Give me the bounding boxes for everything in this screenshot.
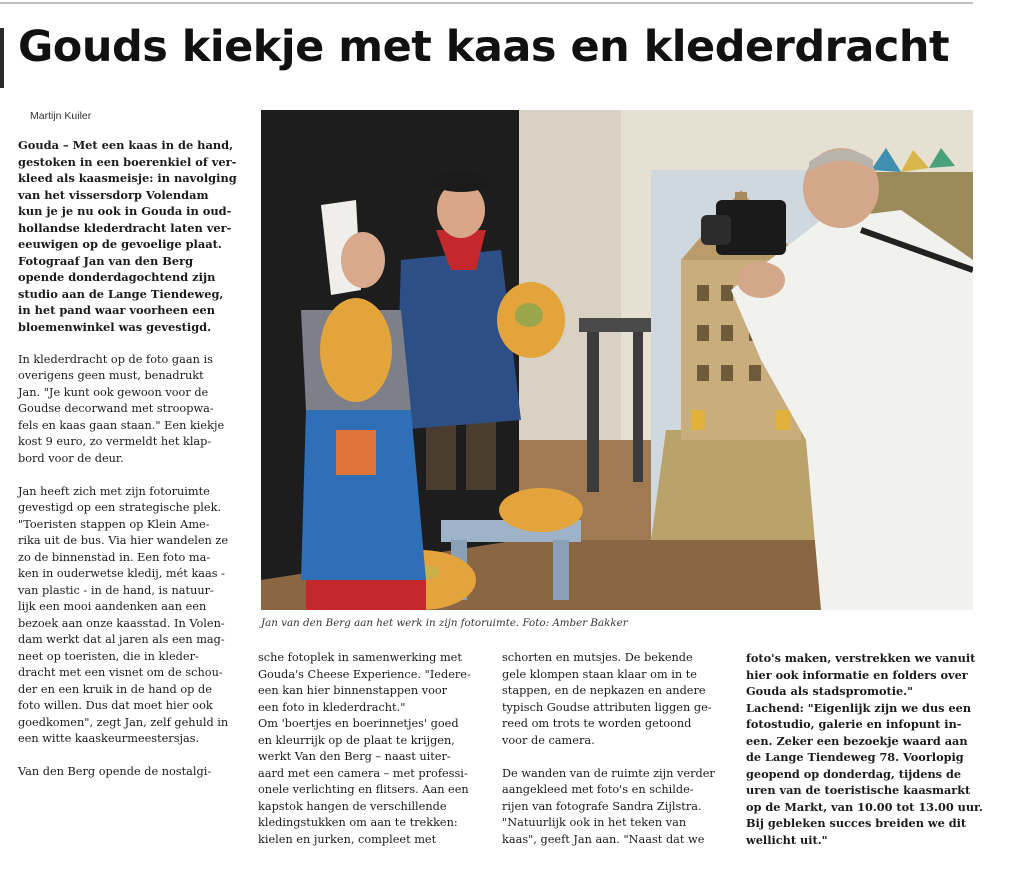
text-line: bord voor de deur. [18,451,124,465]
text-line: in het pand waar voorheen een [18,303,216,317]
paragraph [502,766,737,849]
text-line: overigens geen must, benadrukt [18,369,204,382]
text-line: werkt Van den Berg – naast uiter- [258,750,451,763]
text-line: van het vissersdorp Volendam [18,187,209,202]
paragraph [18,764,250,781]
text-line: hier ook informatie en folders over [746,667,968,682]
text-line: "Natuurlijk ook in het teken van [502,816,687,829]
text-line: Lachend: "Eigenlijk zijn we dus een [746,700,972,715]
top-rule [0,2,973,4]
text-line: De wanden van de ruimte zijn verder [502,766,715,780]
text-line: In klederdracht op de foto gaan is [18,352,213,366]
text-line: sche fotoplek in samenwerking met [258,651,462,664]
text-line: aangekleed met foto's en schilde- [502,783,694,796]
text-line: Om 'boertjes en boerinnetjes' goed [258,717,459,730]
text-line: studio aan de Lange Tiendeweg, [18,286,224,301]
paragraph [18,484,250,748]
text-line: aard met een camera – met professi- [258,766,468,780]
text-line: "Toeristen stappen op Klein Ame- [18,517,210,531]
text-line: foto's maken, verstrekken we vanuit [746,651,976,665]
paragraph [18,352,250,468]
column-4 [746,650,983,848]
text-line: reed om trots te worden getoond [502,717,692,730]
text-line: en kleurrijk op de plaat te krijgen, [258,733,455,747]
text-line: gevestigd op een strategische plek. [18,501,222,514]
paragraph [258,650,493,848]
studio-photo-illustration [261,110,973,610]
text-line: kaas", geeft Jan aan. "Naast dat we [502,832,705,846]
text-line: fotostudio, galerie en infopunt in- [746,717,962,731]
text-line: een witte kaaskeurmeestersjas. [18,732,200,745]
text-line: de Lange Tiendeweg 78. Voorlopig [746,750,964,764]
headline: Gouds kiekje met kaas en klederdracht [18,22,950,72]
text-line: ken in ouderwetse kledij, mét kaas - [18,567,225,580]
text-line: eeuwigen op de gevoelige plaat. [18,237,222,251]
text-line: der en een kruik in de hand op de [18,682,212,696]
text-line: voor de camera. [502,733,595,747]
text-line: op de Markt, van 10.00 tot 13.00 uur. [746,799,983,814]
text-line: schorten en mutsjes. De bekende [502,651,693,664]
text-line: rijen van fotografe Sandra Zijlstra. [502,799,702,813]
text-line: Gouda's Cheese Experience. "Iedere- [258,667,471,681]
text-line: kielen en jurken, compleet met [258,832,437,846]
article-photo [261,110,973,610]
text-line: kledingstukken om aan te trekken: [258,816,458,829]
text-line: Jan heeft zich met zijn fotoruimte [18,484,210,498]
text-line: van plastic - in de hand, is natuur- [18,583,214,597]
column-2 [258,650,493,848]
text-line: stappen, en de nepkazen en andere [502,684,706,697]
paragraph [502,650,737,749]
text-line: hollandse klederdracht laten ver- [18,220,232,235]
text-line: dracht met een visnet om de schou- [18,666,223,679]
text-line: een kan hier binnenstappen voor [258,684,448,697]
text-line: Gouda – Met een kaas in de hand, [18,138,234,152]
page-edge-mark [0,28,4,88]
byline: Martijn Kuiler [30,110,92,122]
text-line: gestoken in een boerenkiel of ver- [18,154,237,169]
text-line: rika uit de bus. Via hier wandelen ze [18,534,229,547]
text-line: een. Zeker een bezoekje waard aan [746,733,968,748]
text-line: wellicht uit." [746,832,828,847]
text-line: Goudse decorwand met stroopwa- [18,402,214,415]
text-line: bloemenwinkel was gevestigd. [18,319,212,334]
text-line: Jan. "Je kunt ook gewoon voor de [18,385,209,399]
text-line: lijk een mooi aandenken aan een [18,600,207,613]
column-1 [18,137,250,781]
text-line: kost 9 euro, zo vermeldt het klap- [18,435,212,448]
text-line: goedkomen", zegt Jan, zelf gehuld in [18,715,229,729]
text-line: kapstok hangen de verschillende [258,799,447,813]
text-line: Van den Berg opende de nostalgi- [18,765,212,778]
text-line: Fotograaf Jan van den Berg [18,253,194,268]
text-line: geopend op donderdag, tijdens de [746,766,962,781]
text-line: neet op toeristen, die in kleder- [18,649,199,663]
text-line: bezoek aan onze kaasstad. In Volen- [18,616,225,630]
text-line: Bij gebleken succes breiden we dit [746,816,967,830]
text-line: kun je je nu ook in Gouda in oud- [18,204,232,218]
column-3 [502,650,737,848]
photo-caption: Jan van den Berg aan het werk in zijn fotoruimte. Foto: Amber Bakker [261,617,628,629]
text-line: uren van de toeristische kaasmarkt [746,783,971,797]
text-line: zo de binnenstad in. Een foto ma- [18,550,211,564]
lead-paragraph [18,137,250,335]
text-line: een foto in klederdracht." [258,700,406,714]
cheese-wheel [320,298,392,402]
paragraph [746,650,983,848]
text-line: kleed als kaasmeisje: in navolging [18,171,237,185]
cheese-wheel [499,488,583,532]
text-line: gele klompen staan klaar om in te [502,667,697,681]
text-line: Gouda als stadspromotie." [746,684,913,698]
text-line: opende donderdagochtend zijn [18,270,216,284]
text-line: typisch Goudse attributen liggen ge- [502,700,712,714]
text-line: fels en kaas gaan staan." Een kiekje [18,418,225,432]
text-line: foto willen. Dus dat moet hier ook [18,699,213,712]
text-line: onele verlichting en flitsers. Aan een [258,783,469,796]
text-line: dam werkt dat al jaren als een mag- [18,633,225,646]
